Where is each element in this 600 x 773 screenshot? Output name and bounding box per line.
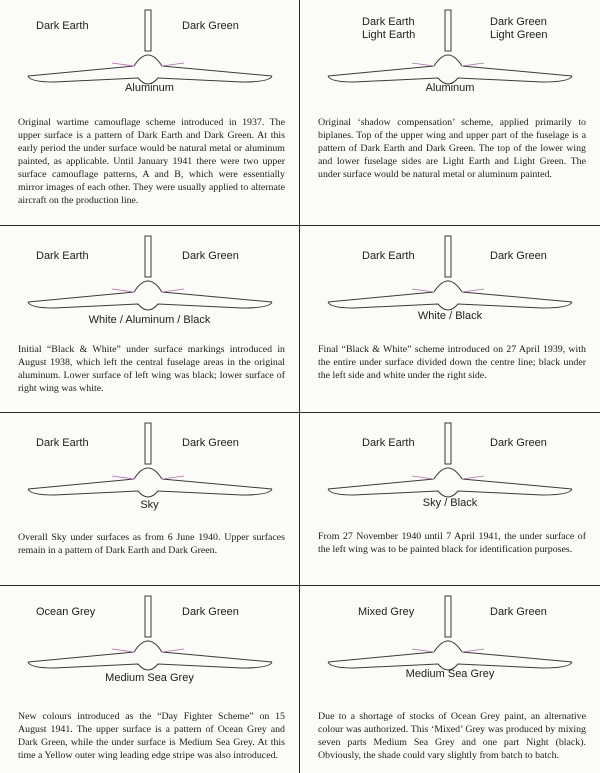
upper-surface-color-left: Dark Earth [36,250,89,262]
under-surface-color: Medium Sea Grey [405,668,495,680]
under-surface-color: White / Black [417,310,483,322]
scheme-description: Original wartime camouflage scheme introduced in 1937. The upper surface is a pattern of Dark Earth and Dark Green. At this early period the under surface would be natural metal or aluminum painted, as applicable. Until January 1941 there were two upper surface camouflage patterns, A and B, which were essentially mirror images of each other. They were usually applied to alternate aircraft on the production line. [18,117,285,206]
scheme-panel-1 [0,0,300,226]
upper-surface-color-left: Dark Earth [362,250,415,262]
lower-wing-color-left: Light Earth [362,29,416,41]
lower-wing-color-right: Light Green [490,29,548,41]
under-surface-color: Sky / Black [422,497,478,509]
upper-surface-color-right: Dark Green [490,437,547,449]
scheme-description: Due to a shortage of stocks of Ocean Grey paint, an alternative colour was authorized. This ‘Mixed’ Grey was produced by mixing seven parts Medium Sea Grey and one part Night (black). Obviously, the shade could vary slightly from batch to batch. [318,711,586,761]
scheme-description: Final “Black & White” scheme introduced on 27 April 1939, with the entire under surface divided down the centre line; black under the left side and white under the right side. [318,344,586,381]
upper-surface-color-right: Dark Green [182,606,239,618]
upper-surface-color-left: Dark Earth [362,16,415,28]
upper-surface-color-right: Dark Green [490,250,547,262]
scheme-panel-6 [300,413,600,586]
under-surface-color: Aluminum [125,82,174,94]
upper-surface-color-left: Dark Earth [362,437,415,449]
under-surface-color: Sky [140,499,159,511]
scheme-panel-2 [300,0,600,226]
upper-surface-color-left: Dark Earth [36,437,89,449]
upper-surface-color-left: Dark Earth [36,20,89,32]
upper-surface-color-left: Ocean Grey [36,606,96,618]
under-surface-color: White / Aluminum / Black [88,314,211,326]
scheme-panel-5 [0,413,300,586]
scheme-description: Original ‘shadow compensation’ scheme, applied primarily to biplanes. Top of the upper wing and upper part of the fuselage is a pattern of Dark Earth and Dark Green. The top of the lower wing and lower fuselage sides are Light Earth and Light Green. The under surface would be natural metal or aluminum painted. [318,117,586,180]
upper-surface-color-right: Dark Green [490,16,547,28]
scheme-description: Initial “Black & White” under surface markings introduced in August 1938, which left the central fuselage areas in the original aluminum. Lower surface of left wing was black; lower surface of right wing was white. [18,344,285,394]
scheme-panel-7 [0,586,300,773]
under-surface-color: Medium Sea Grey [105,672,194,684]
scheme-description: New colours introduced as the “Day Fighter Scheme” on 15 August 1941. The upper surface is a pattern of Ocean Grey and Dark Green, while the under surface is Medium Sea Grey. At this time a Yellow outer wing leading edge stripe was also introduced. [18,711,285,761]
scheme-panel-8 [300,586,600,773]
under-surface-color: Aluminum [425,82,475,94]
upper-surface-color-right: Dark Green [490,606,547,618]
upper-surface-color-right: Dark Green [182,250,239,262]
scheme-panel-4 [300,226,600,413]
scheme-description: Overall Sky under surfaces as from 6 June 1940. Upper surfaces remain in a pattern of Dark Earth and Dark Green. [18,532,285,556]
upper-surface-color-right: Dark Green [182,20,239,32]
scheme-panel-3 [0,226,300,413]
upper-surface-color-left: Mixed Grey [358,606,415,618]
upper-surface-color-right: Dark Green [182,437,239,449]
scheme-description: From 27 November 1940 until 7 April 1941, the under surface of the left wing was to be painted black for identification purposes. [318,531,586,555]
